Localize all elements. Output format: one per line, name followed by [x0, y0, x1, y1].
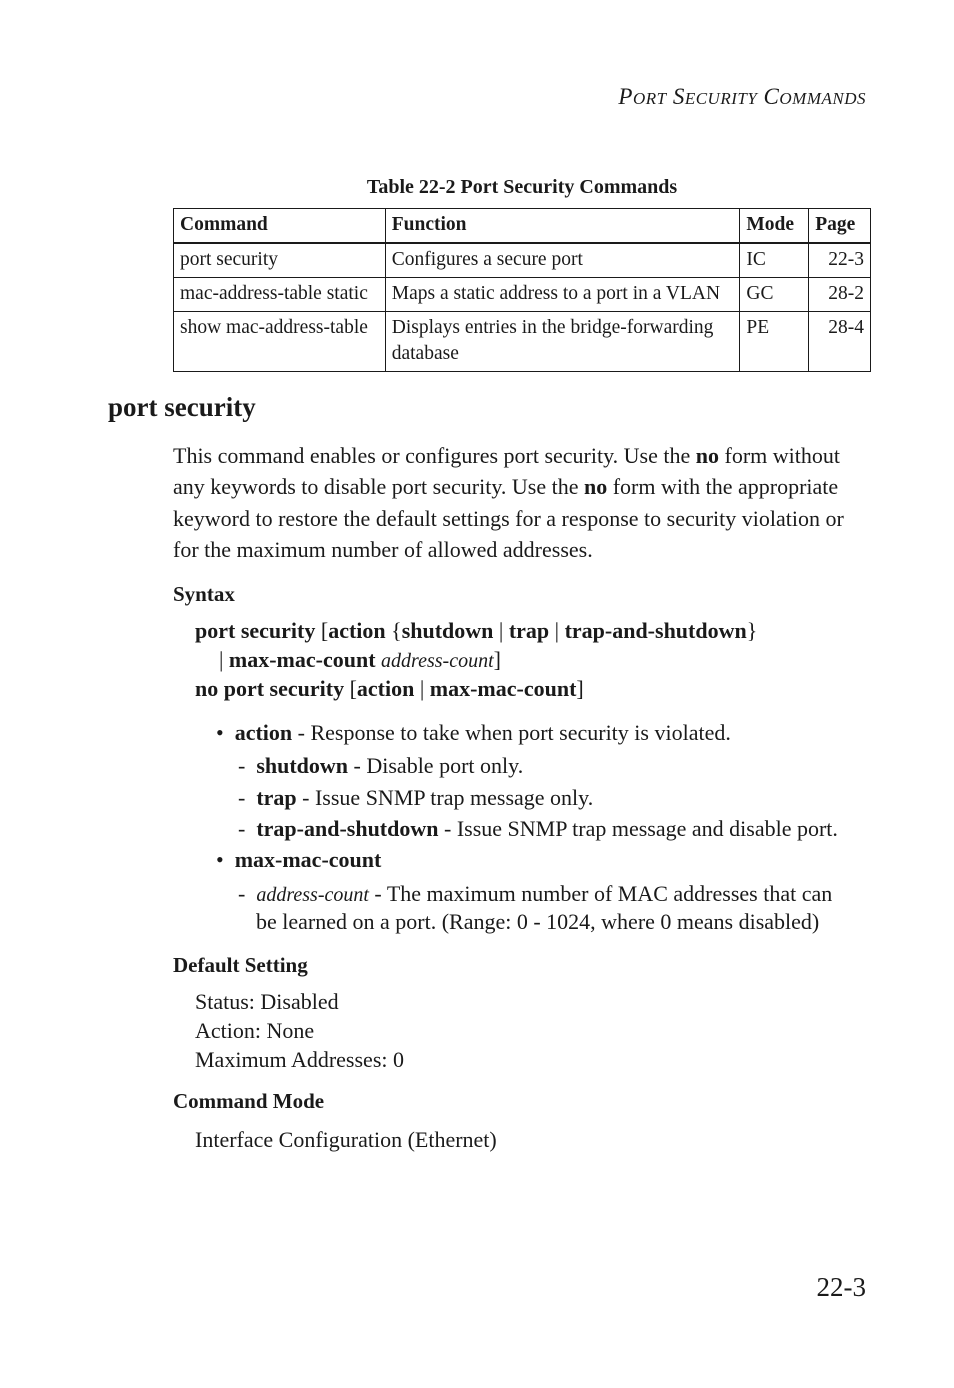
port-security-commands-table: [173, 208, 871, 372]
sub-item-trap: - trap - Issue SNMP trap message only.: [238, 785, 594, 810]
sub-item-address-count: - address-count - The maximum number of MAC addresses that can: [238, 881, 833, 906]
sub-item-shutdown: - shutdown - Disable port only.: [238, 753, 524, 778]
syntax-line-2: | max-mac-count address-count]: [219, 647, 501, 672]
cell-mode: IC: [740, 243, 809, 278]
table-row: [174, 312, 871, 372]
table-row: [174, 243, 871, 278]
cell-function: Configures a secure port: [385, 243, 740, 278]
description-paragraph: This command enables or configures port security. Use the no form without any keywords to disable port security. Use the no form with the appropriate keyword to restore the default settings for a response to security violation or for the maximum number of allowed addresses.: [173, 443, 844, 562]
bullet-max-mac-count: • max-mac-count: [216, 847, 382, 872]
bullet-action: • action - Response to take when port security is violated.: [216, 720, 731, 745]
section-title: port security: [108, 392, 256, 422]
page-number: 22-3: [816, 1272, 866, 1302]
table-header-row: [174, 209, 871, 244]
col-header-function: Function: [385, 209, 740, 244]
cell-function: Displays entries in the bridge-forwarding database: [385, 312, 740, 372]
command-mode-heading: Command Mode: [173, 1089, 325, 1113]
cell-page: 28-2: [809, 278, 871, 312]
command-mode-value: Interface Configuration (Ethernet): [195, 1127, 497, 1152]
default-max-addresses: Maximum Addresses: 0: [195, 1047, 404, 1072]
cell-command: show mac-address-table: [174, 312, 386, 372]
syntax-line-1: port security [action {shutdown | trap | trap-and-shutdown}: [195, 618, 758, 643]
col-header-command: Command: [174, 209, 386, 244]
cell-page: 28-4: [809, 312, 871, 372]
table-row: [174, 278, 871, 312]
cell-mode: PE: [740, 312, 809, 372]
default-setting-heading: Default Setting: [173, 953, 308, 977]
cell-page: 22-3: [809, 243, 871, 278]
syntax-line-3: no port security [action | max-mac-count]: [195, 676, 584, 701]
sub-item-trap-and-shutdown: - trap-and-shutdown - Issue SNMP trap message and disable port.: [238, 816, 838, 841]
default-status: Status: Disabled: [195, 989, 339, 1014]
cell-mode: GC: [740, 278, 809, 312]
table-caption: Table 22-2 Port Security Commands: [366, 176, 678, 198]
cell-command: port security: [174, 243, 386, 278]
col-header-page: Page: [809, 209, 871, 244]
cell-function: Maps a static address to a port in a VLAN: [385, 278, 740, 312]
col-header-mode: Mode: [740, 209, 809, 244]
running-header: PORT SECURITY COMMANDS: [618, 84, 866, 109]
sub-item-address-count-cont: be learned on a port. (Range: 0 - 1024, where 0 means disabled): [256, 909, 820, 934]
syntax-heading: Syntax: [173, 582, 235, 606]
cell-command: mac-address-table static: [174, 278, 386, 312]
default-action: Action: None: [195, 1018, 315, 1043]
